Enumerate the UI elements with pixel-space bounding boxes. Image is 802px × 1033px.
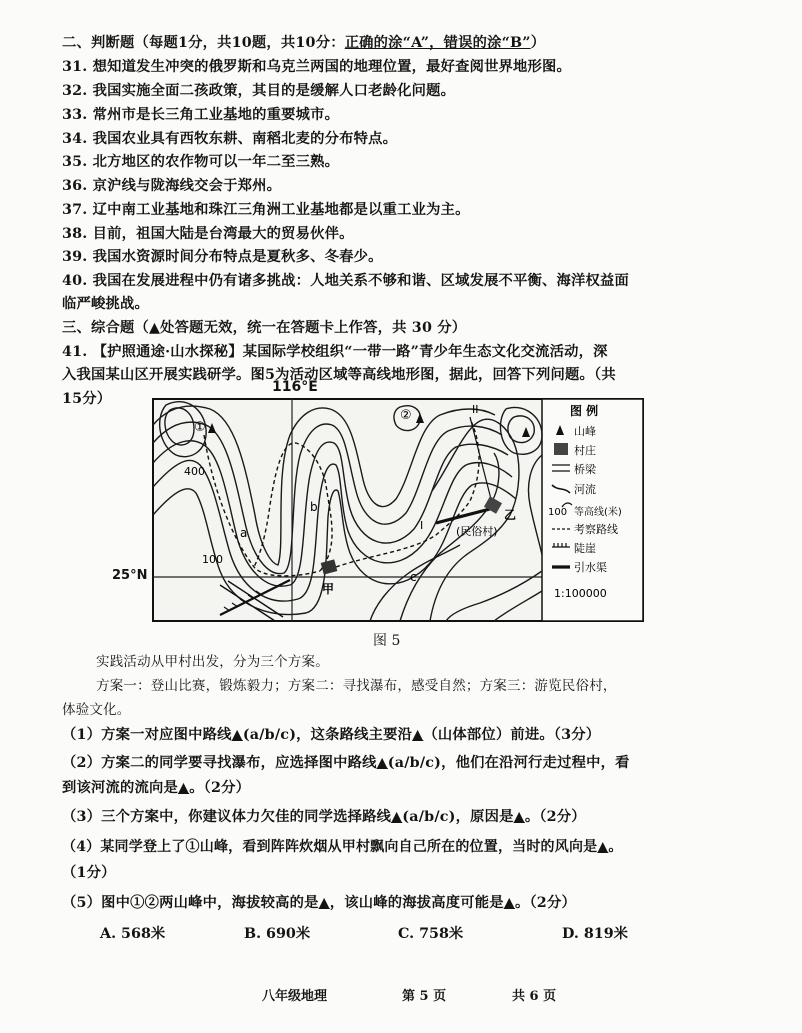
village-yi-label: 乙 (504, 508, 517, 522)
contour-map-figure (150, 395, 644, 623)
map-scale: 1:100000 (554, 587, 607, 600)
q4-text-b: 。 (608, 839, 623, 855)
question-4-cont: （1分） (62, 865, 116, 881)
section2-heading-text: 二、判断题（每题1分，共10题，共10分： (62, 35, 345, 51)
q1-text-a: （1）方案一对应图中路线 (62, 727, 232, 743)
q4-text-a: （4）某同学登上了①山峰，看到阵阵炊烟从甲村飘向自己所在的位置，当时的风向是 (62, 839, 598, 855)
item-40-cont: 临严峻挑战。 (62, 296, 149, 312)
longitude-label: 116°E (272, 379, 318, 395)
q1-blank-1: ▲ (231, 727, 243, 743)
item-34: 34. 我国农业具有西牧东耕、南稻北麦的分布特点。 (62, 131, 398, 147)
item-33: 33. 常州市是长三角工业基地的重要城市。 (62, 107, 340, 123)
option-c: C. 758米 (398, 926, 464, 942)
q5-text-b: ，该山峰的海拔高度可能是 (329, 895, 504, 911)
question-5 (62, 892, 576, 912)
section-I-label: I (420, 519, 424, 532)
item-40: 40. 我国在发展进程中仍有诸多挑战：人地关系不够和谐、区域发展不平衡、海洋权益面 (62, 273, 630, 289)
q41-line3: 15分） (62, 391, 112, 407)
legend-river: 河流 (574, 483, 596, 496)
q2-text-c: 到该河流的流向是 (62, 780, 178, 796)
folk-village-label: (民俗村) (456, 525, 498, 538)
route-a-label: a (240, 526, 248, 540)
q5-blank-2: ▲ (503, 895, 515, 911)
legend-village: 村庄 (574, 444, 596, 457)
activity-plans-line2: 体验文化。 (62, 702, 131, 718)
legend-cliff: 陡崖 (574, 542, 596, 555)
item-39: 39. 我国水资源时间分布特点是夏秋多、冬春少。 (62, 249, 383, 265)
legend-contour: 等高线(米) (574, 507, 622, 518)
question-2-cont (62, 777, 250, 797)
section3-heading: 三、综合题（▲处答题无效，统一在答题卡上作答，共 30 分） (62, 320, 467, 336)
footer-total: 共 6 页 (512, 989, 557, 1004)
item-35: 35. 北方地区的农作物可以一年二至三熟。 (62, 154, 340, 170)
item-36: 36. 京沪线与陇海线交会于郑州。 (62, 178, 282, 194)
q3-text-b: (a/b/c)，原因是 (402, 809, 514, 825)
latitude-label: 25°N (112, 568, 148, 583)
route-b-label: b (310, 500, 318, 514)
legend-route: 考察路线 (574, 523, 618, 536)
q2-blank-2: ▲ (177, 780, 190, 796)
q3-blank-1: ▲ (391, 809, 403, 825)
legend-peak: 山峰 (574, 425, 596, 438)
legend-contour-num: 100 (548, 507, 568, 518)
q5-text-a: （5）图中①②两山峰中，海拔较高的是 (62, 895, 319, 911)
option-a: A. 568米 (100, 926, 166, 942)
q41-line2: 入我国某山区开展实践研学。图5为活动区域等高线地形图，据此，回答下列问题。（共 (62, 367, 616, 383)
peak1-label: ① (194, 420, 206, 435)
route-c-label: c (410, 570, 417, 584)
contour-map (150, 395, 644, 623)
legend-canal: 引水渠 (574, 561, 607, 574)
footer-page: 第 5 页 (402, 989, 447, 1004)
q1-blank-2: ▲ (412, 727, 424, 743)
item-38: 38. 目前，祖国大陆是台湾最大的贸易伙伴。 (62, 226, 354, 242)
contour-400-label: 400 (184, 465, 205, 478)
option-d: D. 819米 (562, 926, 628, 942)
figure-caption: 图 5 (373, 633, 401, 649)
q2-text-a: （2）方案二的同学要寻找瀑布，应选择图中路线 (62, 755, 377, 771)
item-37: 37. 辽中南工业基地和珠江三角洲工业基地都是以重工业为主。 (62, 202, 470, 218)
q1-text-b: (a/b/c)，这条路线主要沿 (242, 727, 413, 743)
q2-text-d: 。（2分） (189, 780, 251, 796)
activity-intro: 实践活动从甲村出发，分为三个方案。 (96, 654, 329, 670)
section2-heading (62, 32, 545, 52)
item-31: 31. 想知道发生冲突的俄罗斯和乌克兰两国的地理位置，最好查阅世界地形图。 (62, 59, 572, 75)
footer-subject: 八年级地理 (262, 989, 328, 1004)
legend-title: 图 例 (570, 404, 599, 418)
q2-text-b: (a/b/c)，他们在沿河行走过程中，看 (387, 755, 630, 771)
q3-blank-2: ▲ (513, 809, 525, 825)
q3-text-a: （3）三个方案中，你建议体力欠佳的同学选择路线 (62, 809, 392, 825)
q5-blank-1: ▲ (318, 895, 330, 911)
q1-text-c: （山体部位）前进。（3分） (423, 727, 601, 743)
activity-plans-line1: 方案一：登山比赛，锻炼毅力；方案二：寻找瀑布，感受自然；方案三：游览民俗村， (96, 678, 617, 694)
q3-text-c: 。（2分） (524, 809, 586, 825)
option-b: B. 690米 (244, 926, 311, 942)
contour-100-label: 100 (202, 553, 223, 566)
question-2 (62, 752, 630, 772)
question-4 (62, 836, 623, 856)
q2-blank-1: ▲ (376, 755, 388, 771)
q5-text-c: 。（2分） (514, 895, 576, 911)
question-1 (62, 724, 600, 744)
legend-bridge: 桥梁 (574, 463, 596, 476)
section2-heading-end: ） (530, 35, 546, 51)
question-3 (62, 806, 586, 826)
section2-heading-rule: 正确的涂“A”，错误的涂“B” (344, 35, 531, 51)
section-II-label: II (472, 403, 479, 416)
village-jia-label: 甲 (322, 582, 335, 596)
q4-blank: ▲ (597, 839, 609, 855)
item-32: 32. 我国实施全面二孩政策，其目的是缓解人口老龄化问题。 (62, 83, 456, 99)
legend-village-icon (554, 443, 568, 455)
q41-line1: 41. 【护照通途·山水探秘】某国际学校组织“一带一路”青少年生态文化交流活动，深 (62, 344, 608, 360)
peak2-label: ② (400, 408, 412, 423)
